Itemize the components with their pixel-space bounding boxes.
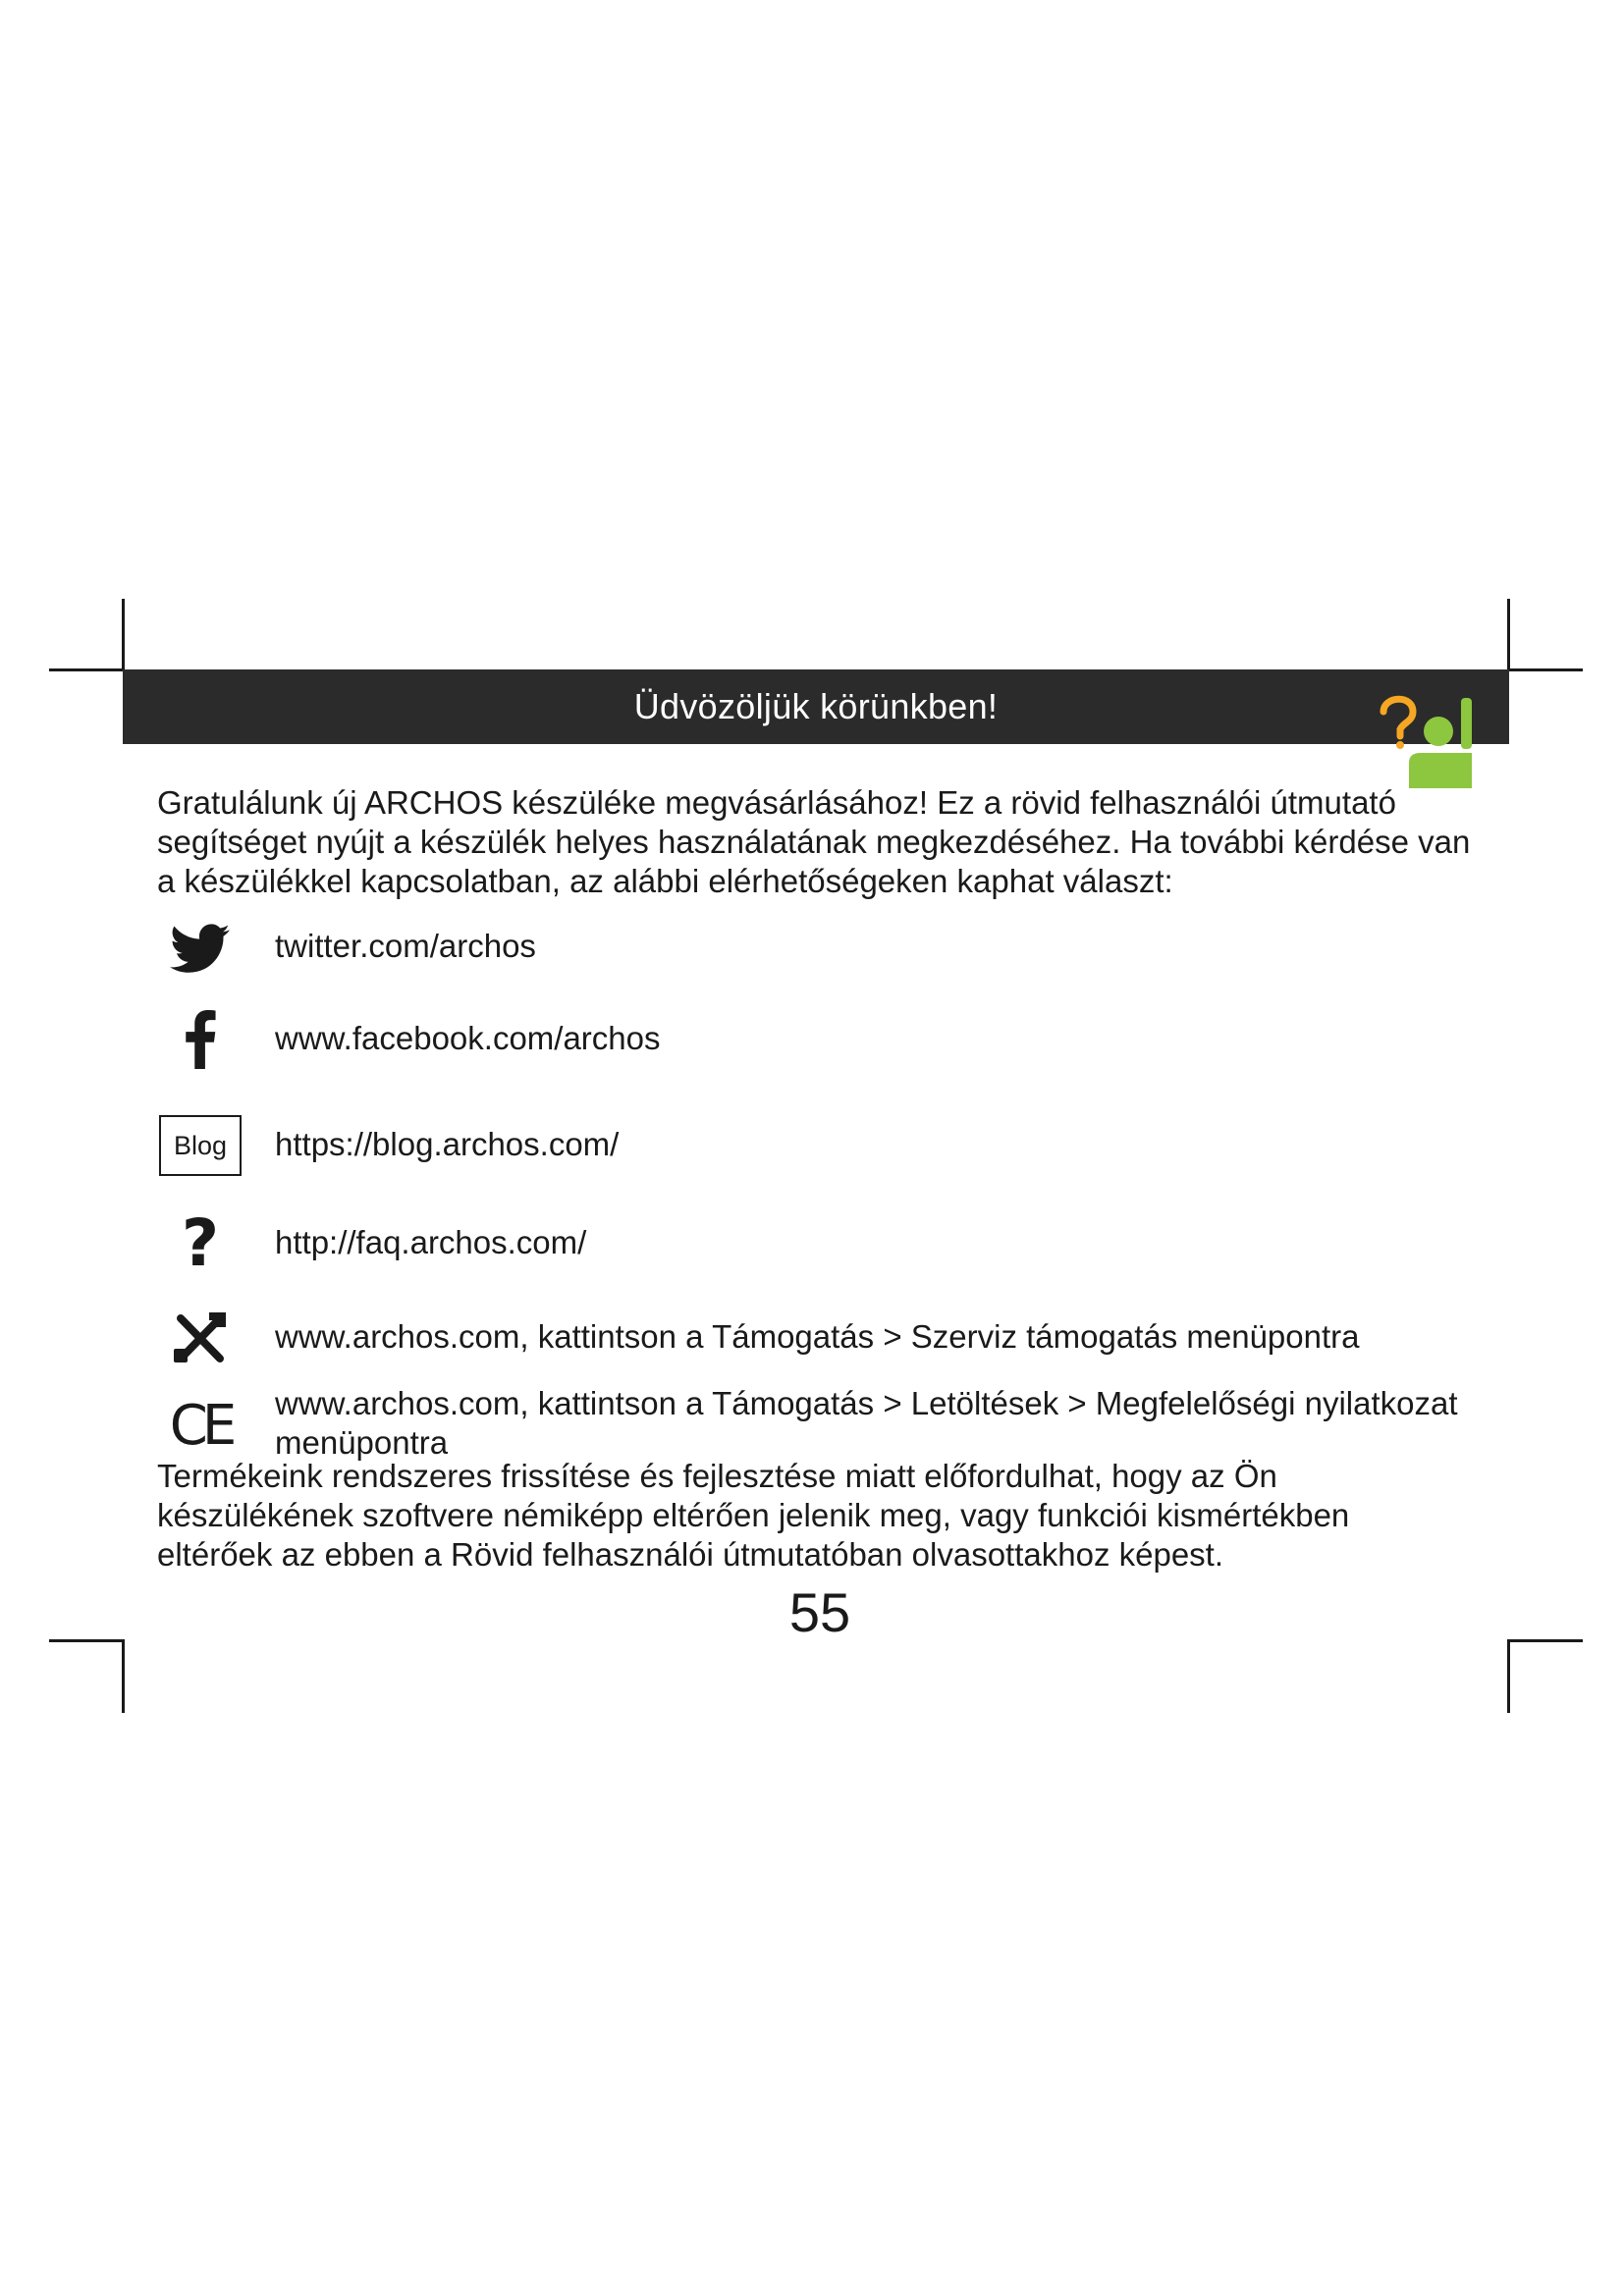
blog-icon-label: Blog [173, 1130, 228, 1160]
section-title: Üdvözöljük körünkben! [633, 686, 999, 726]
help-person-icon [1380, 690, 1488, 788]
crop-mark [1507, 1639, 1510, 1713]
twitter-link[interactable]: twitter.com/archos [275, 928, 536, 964]
contact-row-faq [157, 1205, 1492, 1281]
contact-row-service [157, 1304, 1492, 1372]
intro-paragraph: Gratulálunk új ARCHOS készüléke megvásárlásához! Ez a rövid felhasználói útmutató segítséget nyújt a készülék helyes használatának megkezdéséhez. Ha további kérdése van a készülékkel kapcsolatban, az alábbi elérhetőségeken kaphat választ: [157, 784, 1471, 899]
crop-mark [1507, 599, 1510, 669]
section-header [123, 669, 1509, 744]
question-mark-icon: ? [181, 1205, 220, 1281]
ce-mark-icon: CE [169, 1394, 232, 1458]
faq-link[interactable]: http://faq.archos.com/ [275, 1224, 587, 1260]
disclaimer-paragraph: Termékeink rendszeres frissítése és fejlesztése miatt előfordulhat, hogy az Ön készülékének szoftvere némiképp eltérően jelenik meg, vagy funkciói kismértékben eltérőek az ebben a Rövid felhasználói útmutatóban olvasottakhoz képest. [157, 1458, 1350, 1573]
crop-mark [49, 668, 123, 671]
crop-mark [1509, 668, 1583, 671]
declaration-text: www.archos.com, kattintson a Támogatás > Letöltések > Megfelelőségi nyilatkozat menüpontra [275, 1385, 1458, 1461]
facebook-icon [184, 1010, 217, 1069]
crop-mark [122, 1639, 125, 1713]
contact-row-facebook [157, 1005, 1492, 1074]
page-number: 55 [788, 1581, 851, 1643]
contact-row-blog [157, 1111, 1492, 1180]
facebook-link[interactable]: www.facebook.com/archos [275, 1020, 661, 1056]
contact-row-declaration [157, 1384, 1492, 1463]
blog-icon [159, 1115, 242, 1176]
service-support-text: www.archos.com, kattintson a Támogatás > Szerviz támogatás menüpontra [275, 1318, 1360, 1355]
contact-row-twitter [157, 915, 1492, 984]
blog-link[interactable]: https://blog.archos.com/ [275, 1126, 620, 1162]
twitter-icon [170, 924, 231, 975]
crop-mark [122, 599, 125, 669]
tools-icon [172, 1309, 229, 1366]
